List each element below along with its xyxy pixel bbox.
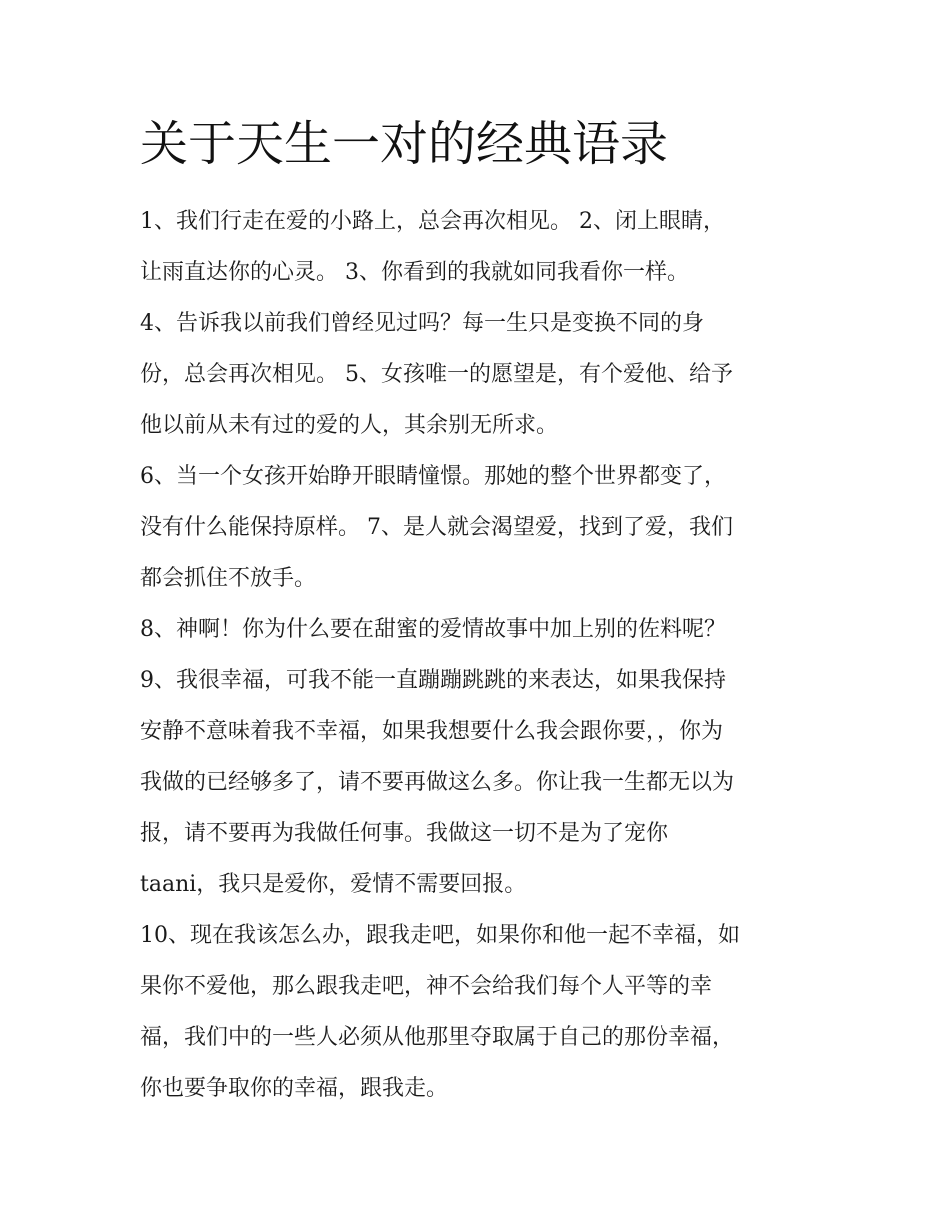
text-line: 10、现在我该怎么办，跟我走吧，如果你和他一起不幸福，如 [140, 923, 740, 948]
text-line: 份，总会再次相见。 5、女孩唯一的愿望是，有个爱他、给予 [140, 362, 733, 387]
text-line: 让雨直达你的心灵。 3、你看到的我就如同我看你一样。 [140, 260, 689, 285]
document-body [140, 196, 830, 1114]
text-line: 我做的已经够多了，请不要再做这么多。你让我一生都无以为 [140, 770, 735, 795]
paragraph-quotes-1-3 [140, 196, 830, 298]
text-line: 9、我很幸福，可我不能一直蹦蹦跳跳的来表达，如果我保持 [140, 668, 726, 693]
document-title: 关于天生一对的经典语录 [140, 116, 669, 172]
text-line: 安静不意味着我不幸福，如果我想要什么我会跟你要，，你为 [140, 719, 724, 744]
text-line: 他以前从未有过的爱的人，其余别无所求。 [140, 413, 559, 438]
text-line: 1、我们行走在爱的小路上，总会再次相见。 2、闭上眼睛， [140, 209, 725, 234]
text-line: 没有什么能保持原样。 7、是人就会渴望爱，找到了爱，我们 [140, 515, 733, 540]
paragraph-quotes-4-5 [140, 298, 830, 451]
text-line: 果你不爱他，那么跟我走吧，神不会给我们每个人平等的幸 [140, 974, 713, 999]
paragraph-quotes-6-7 [140, 451, 830, 604]
text-line: 8、神啊！你为什么要在甜蜜的爱情故事中加上别的佐料呢？ [140, 617, 726, 642]
paragraph-quote-8 [140, 604, 830, 655]
text-line: 6、当一个女孩开始睁开眼睛憧憬。那她的整个世界都变了， [140, 464, 726, 489]
text-line: 都会抓住不放手。 [140, 566, 317, 591]
text-line: 你也要争取你的幸福，跟我走。 [140, 1076, 449, 1101]
paragraph-quote-10 [140, 910, 830, 1114]
text-line: 报，请不要再为我做任何事。我做这一切不是为了宠你 [140, 821, 669, 846]
paragraph-quote-9 [140, 655, 830, 910]
text-line: taani，我只是爱你，爱情不需要回报。 [140, 872, 527, 897]
text-line: 福，我们中的一些人必须从他那里夺取属于自己的那份幸福， [140, 1025, 735, 1050]
text-line: 4、告诉我以前我们曾经见过吗？每一生只是变换不同的身 [140, 311, 704, 336]
